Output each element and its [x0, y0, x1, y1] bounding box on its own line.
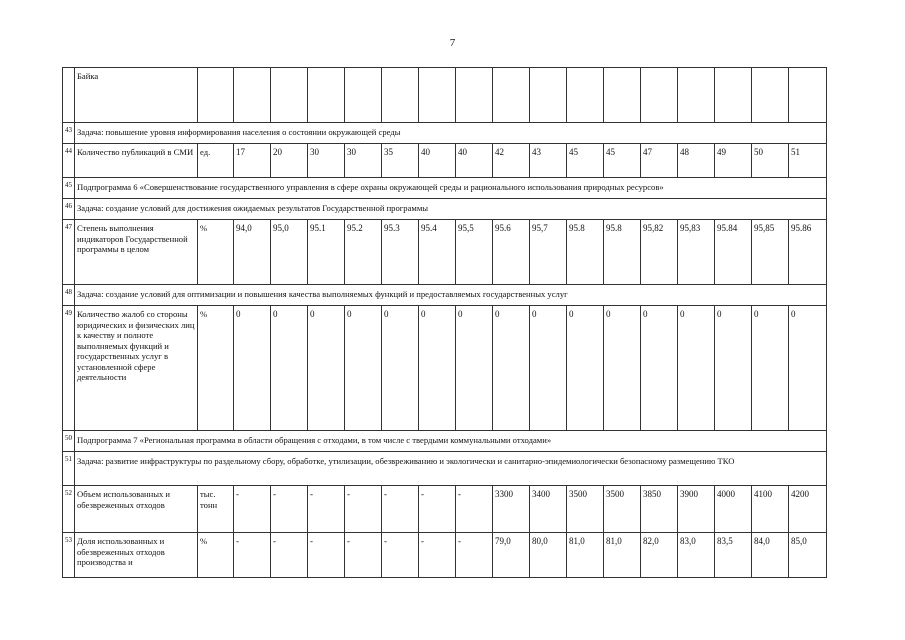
value-cell: 84,0 [752, 533, 789, 578]
row-number: 49 [63, 306, 75, 431]
value-cell: - [419, 486, 456, 533]
value-cell: - [419, 533, 456, 578]
value-cell: 20 [271, 144, 308, 178]
value-cell: 95,85 [752, 220, 789, 285]
value-cell: 95.2 [345, 220, 382, 285]
value-cell: 0 [456, 306, 493, 431]
section-row [63, 178, 827, 199]
value-cell: 0 [345, 306, 382, 431]
indicator-name: Количество жалоб со стороны юридических и физических лиц к качеству и полноте выполняемых функций и государственных услуг в установленной сфере деятельности [75, 306, 198, 431]
value-cell: 45 [604, 144, 641, 178]
value-cell: 40 [456, 144, 493, 178]
indicators-table [62, 67, 827, 578]
unit-cell: ед. [198, 144, 234, 178]
value-cell [234, 68, 271, 123]
value-cell: - [456, 486, 493, 533]
section-row [63, 452, 827, 486]
table-row [63, 220, 827, 285]
indicator-name: Объем использованных и обезвреженных отходов [75, 486, 198, 533]
value-cell: 95,0 [271, 220, 308, 285]
value-cell: 0 [382, 306, 419, 431]
value-cell: 3400 [530, 486, 567, 533]
value-cell: 40 [419, 144, 456, 178]
value-cell: - [308, 533, 345, 578]
value-cell: - [271, 533, 308, 578]
value-cell: 49 [715, 144, 752, 178]
value-cell: 0 [308, 306, 345, 431]
row-number: 51 [63, 452, 75, 486]
value-cell [678, 68, 715, 123]
value-cell: 83,0 [678, 533, 715, 578]
value-cell [345, 68, 382, 123]
value-cell: - [382, 486, 419, 533]
section-row [63, 285, 827, 306]
value-cell: 81,0 [567, 533, 604, 578]
value-cell [271, 68, 308, 123]
value-cell [641, 68, 678, 123]
value-cell [493, 68, 530, 123]
value-cell: - [382, 533, 419, 578]
value-cell: 95,83 [678, 220, 715, 285]
value-cell: - [345, 533, 382, 578]
value-cell [530, 68, 567, 123]
value-cell: 81,0 [604, 533, 641, 578]
table-row [63, 533, 827, 578]
unit-cell: тыс. тонн [198, 486, 234, 533]
indicator-name: Байка [75, 68, 198, 123]
value-cell: 0 [419, 306, 456, 431]
value-cell: 95.4 [419, 220, 456, 285]
unit-cell: % [198, 306, 234, 431]
section-heading: Задача: создание условий для оптимизации и повышения качества выполняемых функций и предоставляемых государственных услуг [75, 285, 827, 306]
table-row [63, 306, 827, 431]
unit-cell: % [198, 533, 234, 578]
value-cell: 48 [678, 144, 715, 178]
section-heading: Задача: развитие инфраструктуры по раздельному сбору, обработке, утилизации, обезвреживанию и экологически и санитарно-эпидемиологически безопасному размещению ТКО [75, 452, 827, 486]
unit-cell: % [198, 220, 234, 285]
value-cell: - [308, 486, 345, 533]
value-cell: - [234, 486, 271, 533]
value-cell: 95,7 [530, 220, 567, 285]
table-row [63, 68, 827, 123]
row-number: 48 [63, 285, 75, 306]
value-cell: 0 [567, 306, 604, 431]
value-cell: 17 [234, 144, 271, 178]
value-cell [567, 68, 604, 123]
value-cell: 95.84 [715, 220, 752, 285]
row-number: 46 [63, 199, 75, 220]
value-cell: 50 [752, 144, 789, 178]
unit-cell [198, 68, 234, 123]
value-cell: 0 [604, 306, 641, 431]
value-cell: 95.8 [604, 220, 641, 285]
value-cell: 79,0 [493, 533, 530, 578]
value-cell: 47 [641, 144, 678, 178]
row-number: 52 [63, 486, 75, 533]
row-number: 45 [63, 178, 75, 199]
value-cell: 83,5 [715, 533, 752, 578]
value-cell: 0 [234, 306, 271, 431]
section-heading: Задача: повышение уровня информирования населения о состоянии окружающей среды [75, 123, 827, 144]
indicator-name: Степень выполнения индикаторов Государственной программы в целом [75, 220, 198, 285]
value-cell: 0 [715, 306, 752, 431]
section-heading: Задача: создание условий для достижения ожидаемых результатов Государственной программы [75, 199, 827, 220]
value-cell: 0 [271, 306, 308, 431]
value-cell: 43 [530, 144, 567, 178]
value-cell: 35 [382, 144, 419, 178]
value-cell: 0 [752, 306, 789, 431]
row-number: 44 [63, 144, 75, 178]
section-heading: Подпрограмма 7 «Региональная программа в области обращения с отходами, в том числе с твердыми коммунальными отходами» [75, 431, 827, 452]
indicator-name: Количество публикаций в СМИ [75, 144, 198, 178]
value-cell: 95.1 [308, 220, 345, 285]
table-body [63, 68, 827, 578]
row-number: 43 [63, 123, 75, 144]
value-cell: 0 [678, 306, 715, 431]
value-cell: 0 [530, 306, 567, 431]
value-cell [456, 68, 493, 123]
table-row [63, 144, 827, 178]
page-number: 7 [449, 37, 456, 49]
value-cell: 0 [789, 306, 827, 431]
value-cell [604, 68, 641, 123]
section-row [63, 123, 827, 144]
table-row [63, 486, 827, 533]
value-cell [382, 68, 419, 123]
value-cell: 95.86 [789, 220, 827, 285]
indicator-name: Доля использованных и обезвреженных отходов производства и [75, 533, 198, 578]
value-cell: 95.8 [567, 220, 604, 285]
row-number [63, 68, 75, 123]
row-number: 50 [63, 431, 75, 452]
value-cell: 80,0 [530, 533, 567, 578]
value-cell [789, 68, 827, 123]
value-cell: 95.6 [493, 220, 530, 285]
value-cell: - [456, 533, 493, 578]
value-cell: 94,0 [234, 220, 271, 285]
value-cell: 82,0 [641, 533, 678, 578]
value-cell: 0 [641, 306, 678, 431]
value-cell: 3500 [604, 486, 641, 533]
value-cell: 51 [789, 144, 827, 178]
value-cell: - [234, 533, 271, 578]
value-cell: 3900 [678, 486, 715, 533]
value-cell: 3300 [493, 486, 530, 533]
value-cell: 95,5 [456, 220, 493, 285]
value-cell: 3500 [567, 486, 604, 533]
value-cell: - [345, 486, 382, 533]
row-number: 47 [63, 220, 75, 285]
value-cell: 30 [345, 144, 382, 178]
section-heading: Подпрограмма 6 «Совершенствование государственного управления в сфере охраны окружающей среды и рационального использования природных ресурсов» [75, 178, 827, 199]
row-number: 53 [63, 533, 75, 578]
value-cell: 4200 [789, 486, 827, 533]
section-row [63, 199, 827, 220]
value-cell: - [271, 486, 308, 533]
value-cell: 95,82 [641, 220, 678, 285]
value-cell: 95.3 [382, 220, 419, 285]
value-cell: 0 [493, 306, 530, 431]
value-cell: 85,0 [789, 533, 827, 578]
value-cell: 4100 [752, 486, 789, 533]
value-cell [419, 68, 456, 123]
value-cell: 3850 [641, 486, 678, 533]
value-cell [308, 68, 345, 123]
section-row [63, 431, 827, 452]
value-cell: 30 [308, 144, 345, 178]
value-cell: 45 [567, 144, 604, 178]
value-cell [752, 68, 789, 123]
value-cell [715, 68, 752, 123]
value-cell: 42 [493, 144, 530, 178]
value-cell: 4000 [715, 486, 752, 533]
